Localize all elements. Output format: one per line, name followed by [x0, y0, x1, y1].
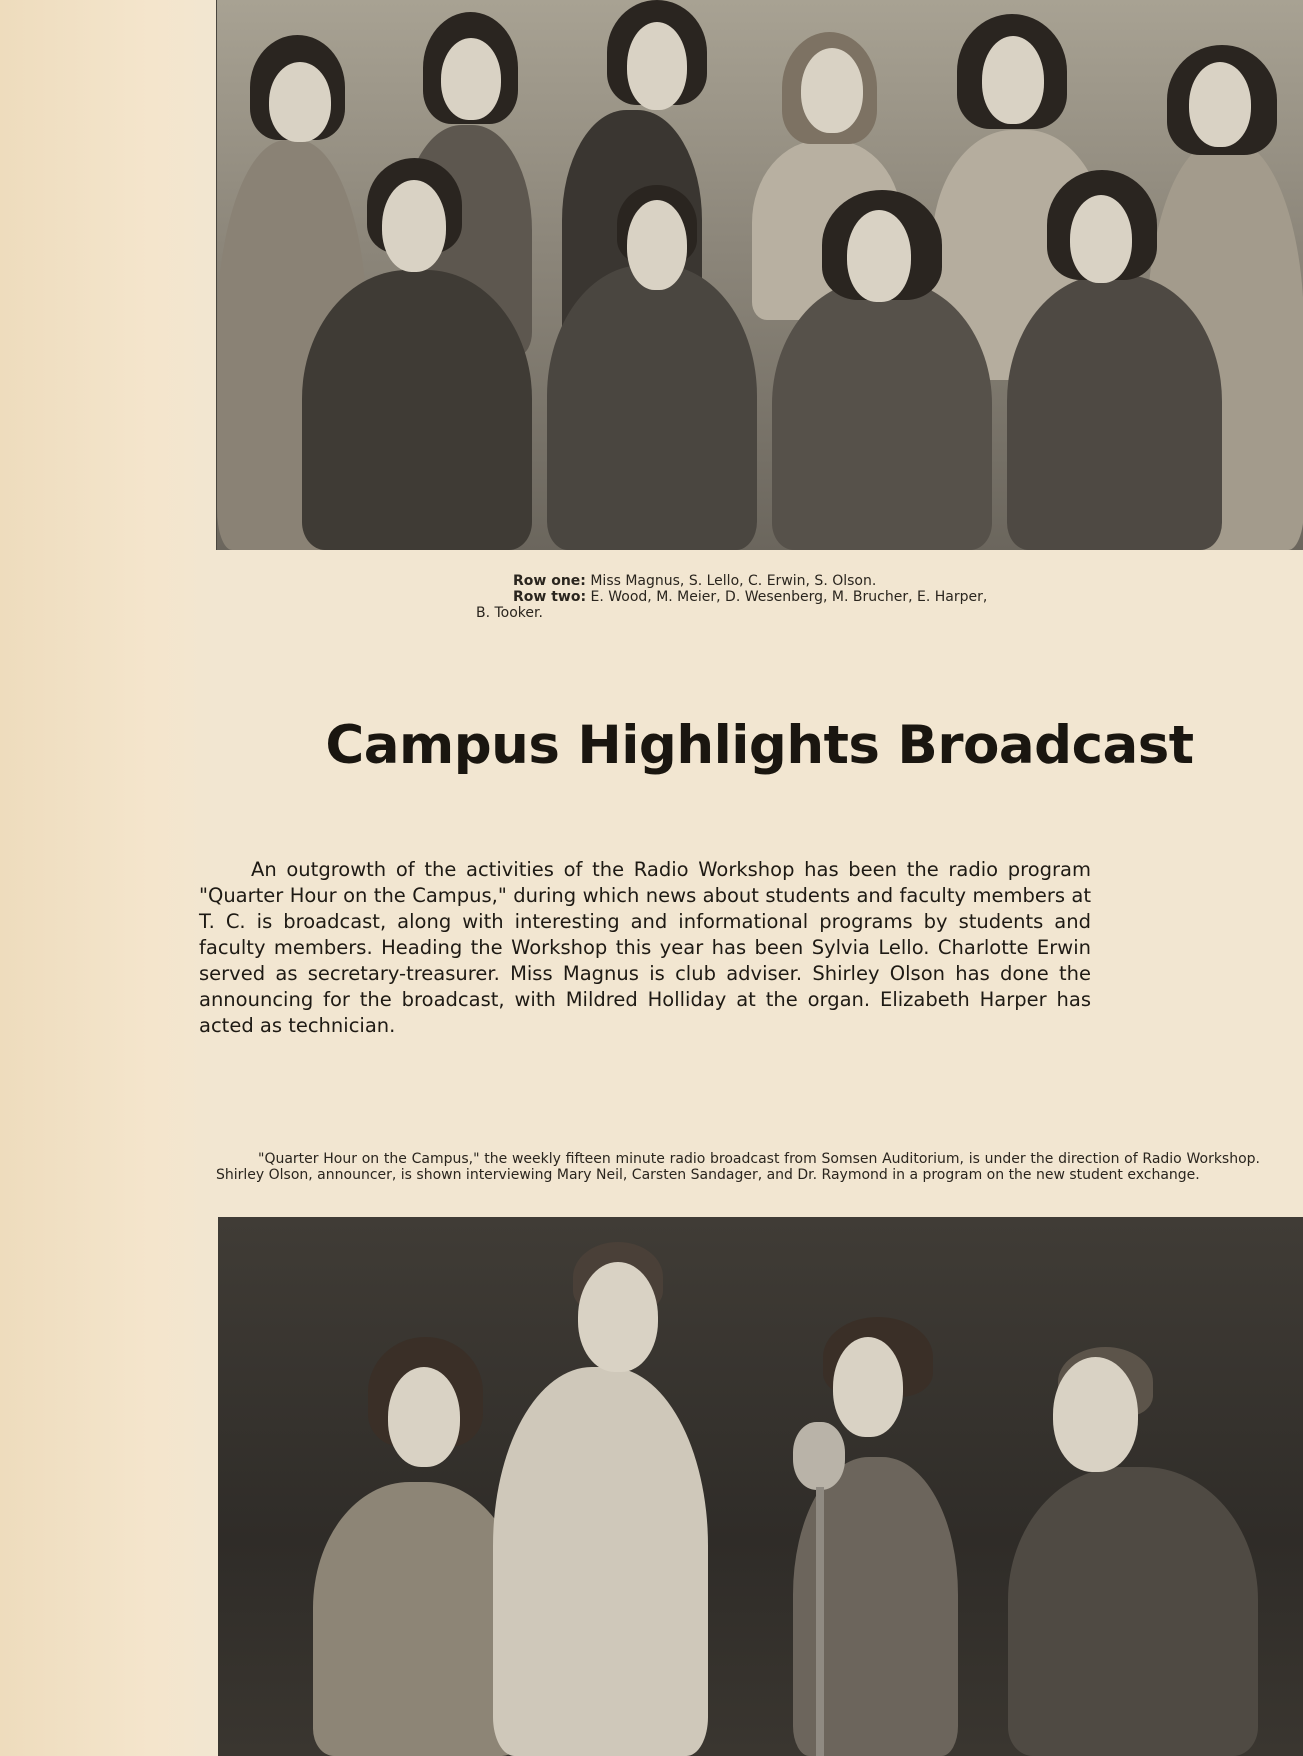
article-body: An outgrowth of the activities of the Radio Workshop has been the radio program "Quarter Hour on the Campus," during which news about students and faculty members at T. C. is broadcast, along with interesting and informational programs by students and faculty members. Heading the Workshop this year has been Sylvia Lello. Charlotte Erwin served as secretary-treasurer. Miss Magnus is club adviser. Shirley Olson has done the announcing for the broadcast, with Mildred Holliday at the organ. Elizabeth Harper has acted as technician.: [199, 858, 1091, 1037]
page-margin: [0, 0, 215, 1756]
page-headline: Campus Highlights Broadcast: [325, 715, 1194, 776]
person-figure: [302, 270, 532, 550]
person-figure: [547, 265, 757, 550]
photo-caption-bottom: "Quarter Hour on the Campus," the weekly fifteen minute radio broadcast from Somsen Auditorium, is under the direction of Radio Workshop. Shirley Olson, announcer, is shown interviewing Mary Neil, Carsten Sandager, and Dr. Raymond in a program on the new student exchange.: [216, 1151, 1260, 1183]
row-two-continued: B. Tooker.: [476, 605, 543, 621]
person-face: [269, 62, 331, 142]
row-two-names: E. Wood, M. Meier, D. Wesenberg, M. Brucher, E. Harper,: [590, 589, 988, 605]
photo-caption-top: [476, 573, 1066, 621]
group-photo: [216, 0, 1303, 550]
microphone-stand: [816, 1487, 824, 1756]
person-figure: [493, 1367, 708, 1756]
row-one-label: Row one:: [513, 573, 586, 589]
person-face: [1070, 195, 1132, 283]
person-face: [833, 1337, 903, 1437]
person-face: [801, 48, 863, 133]
person-figure: [772, 280, 992, 550]
person-figure: [1007, 275, 1222, 550]
microphone-icon: [793, 1422, 845, 1490]
row-one-names: Miss Magnus, S. Lello, C. Erwin, S. Olson.: [590, 573, 877, 589]
person-face: [627, 22, 687, 110]
person-figure: [313, 1482, 523, 1756]
person-face: [388, 1367, 460, 1467]
person-face: [982, 36, 1044, 124]
person-face: [578, 1262, 658, 1372]
person-face: [1189, 62, 1251, 147]
broadcast-photo: [218, 1217, 1303, 1756]
person-face: [1053, 1357, 1138, 1472]
row-two-label: Row two:: [513, 589, 587, 605]
person-face: [847, 210, 911, 302]
person-face: [441, 38, 501, 120]
person-face: [382, 180, 446, 272]
person-figure: [1008, 1467, 1258, 1756]
person-face: [627, 200, 687, 290]
